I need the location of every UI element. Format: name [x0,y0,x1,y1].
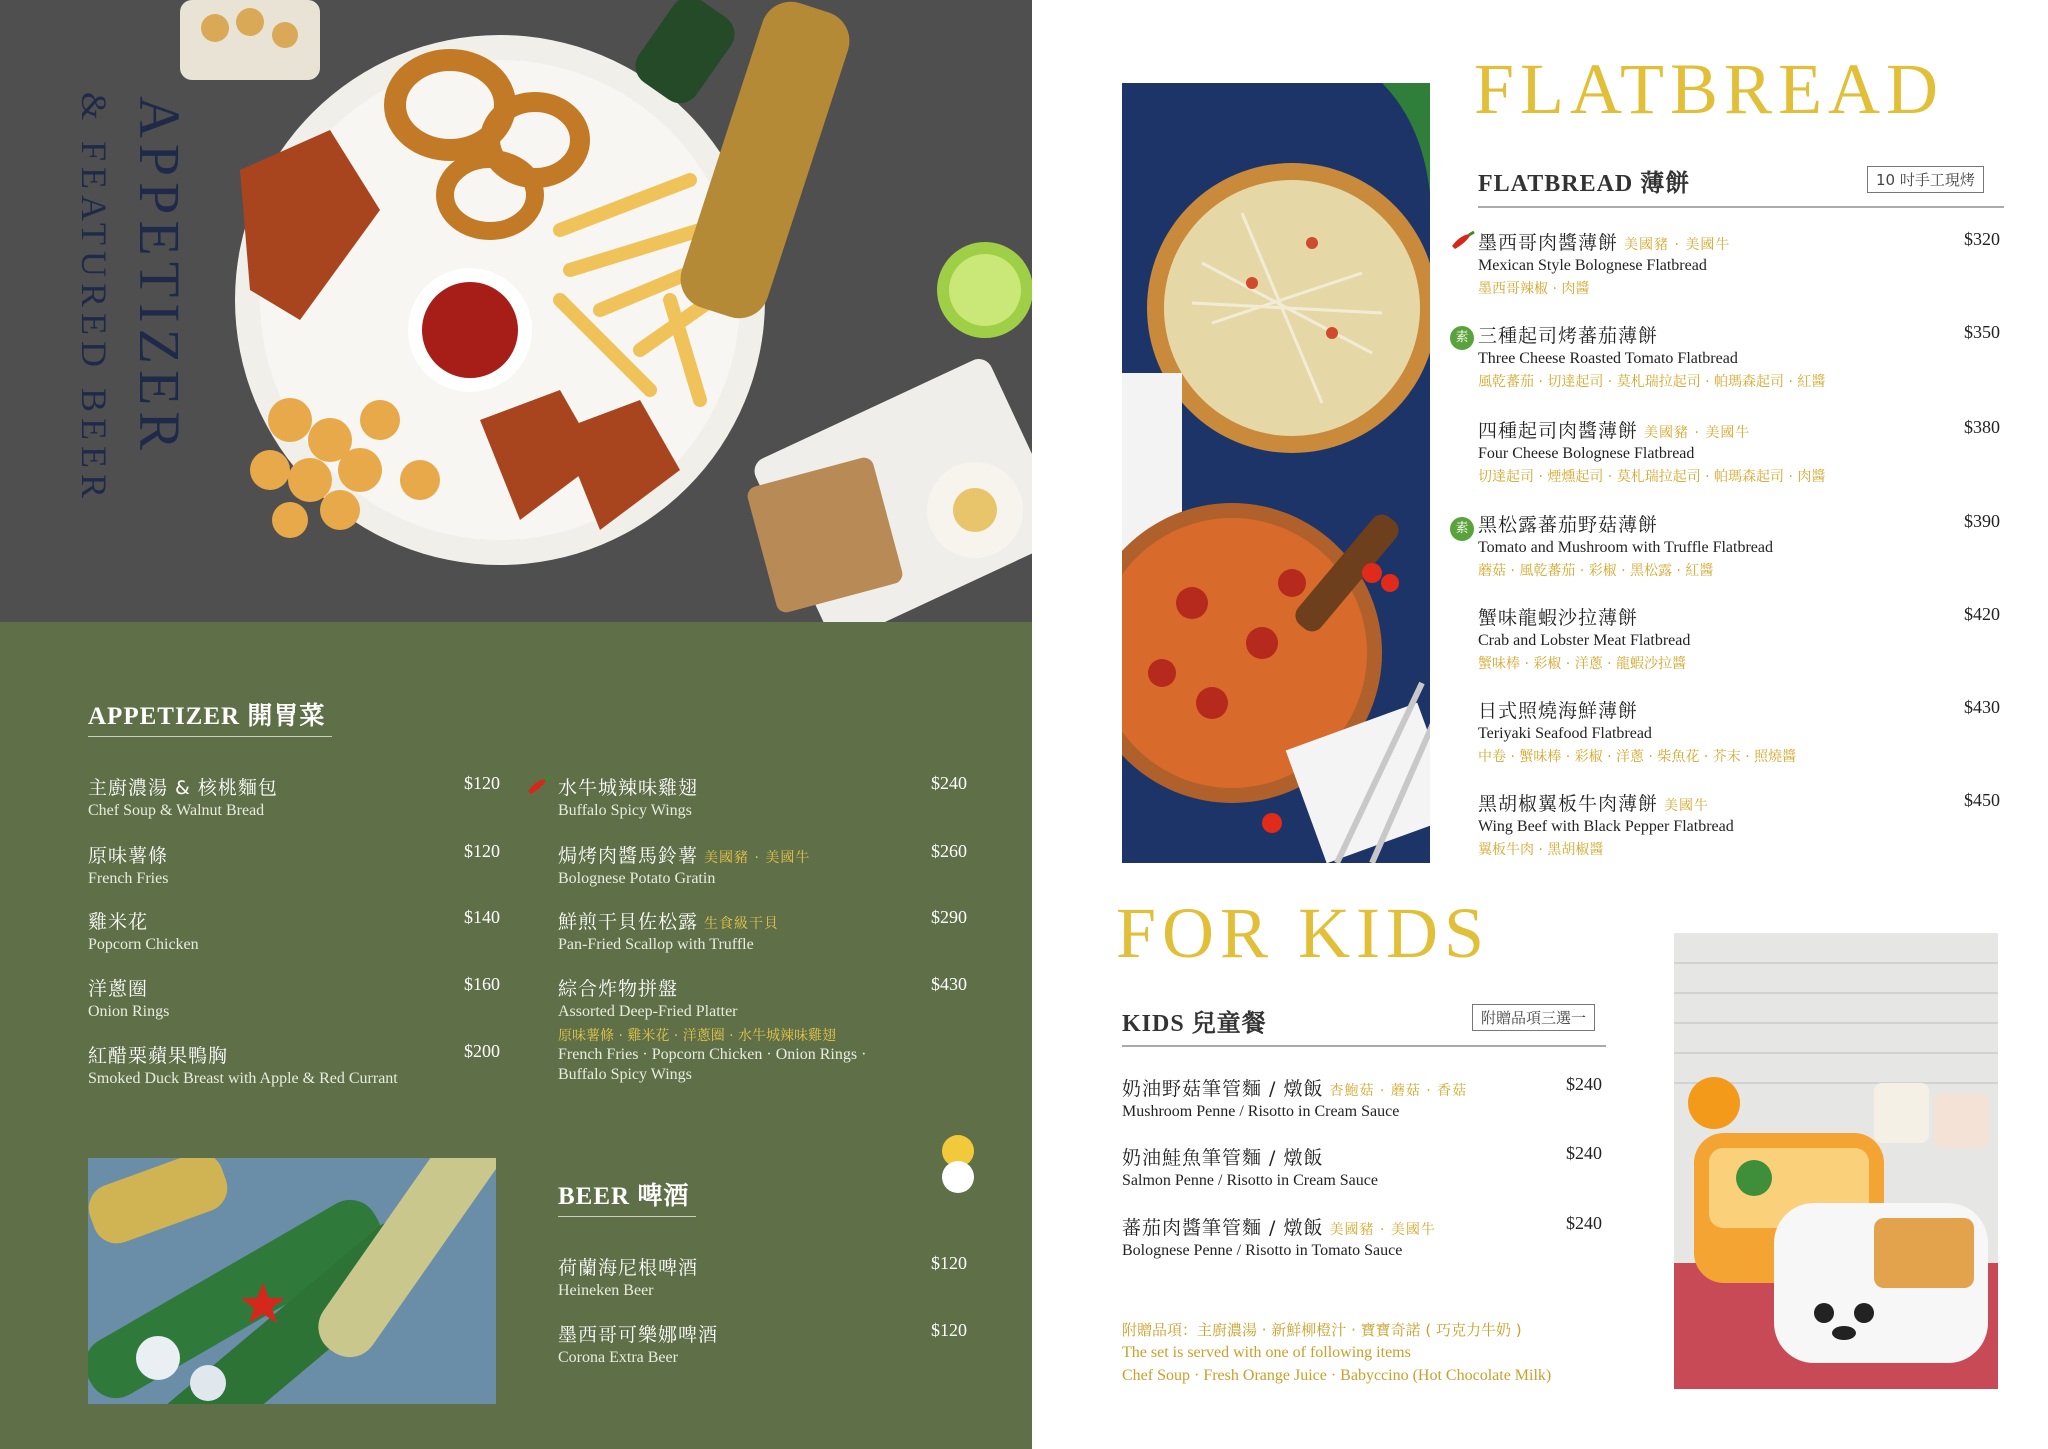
item-en: Mushroom Penne / Risotto in Cream Sauce [1122,1103,1400,1120]
item-zh: 日式照燒海鮮薄餅 [1478,700,1639,722]
menu-item [1122,1074,1467,1121]
kids-option-badge: 附贈品項三選一 [1472,1004,1595,1031]
menu-item [1478,228,1730,298]
item-en: Corona Extra Beer [558,1349,678,1366]
item-en-detail: French Fries · Popcorn Chicken · Onion Rings · [558,1046,867,1063]
item-price: $240 [1566,1074,1602,1094]
appetizer-section-title: APPETIZER 開胃菜 [88,703,326,730]
pizza-image [1122,83,1430,863]
flatbread-title-rule [1478,206,2004,208]
beer-title-rule [558,1216,696,1217]
item-zh: 蟹味龍蝦沙拉薄餅 [1478,607,1639,629]
menu-item [558,974,866,1085]
item-zh: 鮮煎干貝佐松露 [558,911,699,933]
item-note: 美國豬 · 美國牛 [1329,1222,1436,1238]
item-en: Three Cheese Roasted Tomato Flatbread [1478,350,1738,367]
item-sub: 翼板牛肉 · 黑胡椒醬 [1478,842,1604,858]
kids-set-note-en-items: Chef Soup · Fresh Orange Juice · Babyccino (Hot Chocolate Milk) [1122,1367,1552,1384]
item-sub: 切達起司 · 煙燻起司 · 莫札瑞拉起司 · 帕瑪森起司 · 肉醬 [1478,469,1826,485]
item-zh: 紅醋栗蘋果鴨胸 [88,1045,229,1067]
item-price: $420 [1964,604,2000,624]
item-zh: 雞米花 [88,911,149,933]
item-en: Pan-Fried Scallop with Truffle [558,936,754,953]
vertical-title-featured-beer: & FEATURED BEER [74,92,114,505]
item-sub: 原味薯條 · 雞米花 · 洋蔥圈 · 水牛城辣味雞翅 [558,1028,837,1044]
item-zh: 墨西哥肉醬薄餅 [1478,232,1619,254]
item-sub: 風乾蕃茄 · 切達起司 · 莫札瑞拉起司 · 帕瑪森起司 · 紅醬 [1478,374,1826,390]
item-en: French Fries [88,870,169,887]
kids-meal-image [1674,933,1998,1389]
item-en: Four Cheese Bolognese Flatbread [1478,445,1695,462]
item-en: Teriyaki Seafood Flatbread [1478,725,1652,742]
item-en: Buffalo Spicy Wings [558,802,692,819]
vegetarian-icon: 素 [1450,326,1474,350]
item-en: Tomato and Mushroom with Truffle Flatbread [1478,539,1774,556]
chili-icon [525,775,551,802]
item-en: Smoked Duck Breast with Apple & Red Currant [88,1070,398,1087]
item-price: $160 [464,974,500,994]
item-en: Mexican Style Bolognese Flatbread [1478,257,1707,274]
menu-item [1478,696,1796,766]
vertical-title-appetizer: APPETIZER [127,96,192,457]
vegetarian-icon: 素 [1450,517,1474,541]
item-en: Wing Beef with Black Pepper Flatbread [1478,818,1734,835]
item-price: $120 [931,1253,967,1273]
menu-item [1122,1213,1436,1260]
item-price: $240 [931,773,967,793]
item-price: $430 [931,974,967,994]
appetizer-title-rule [88,736,332,737]
menu-item [558,907,779,954]
item-zh: 三種起司烤蕃茄薄餅 [1478,325,1659,347]
item-price: $140 [464,907,500,927]
item-price: $200 [464,1041,500,1061]
beer-bottles-image [88,1158,496,1404]
item-price: $290 [931,907,967,927]
menu-item [558,1320,718,1367]
item-en: Bolognese Potato Gratin [558,870,716,887]
menu-item [1478,789,1734,859]
item-en: Salmon Penne / Risotto in Cream Sauce [1122,1172,1378,1189]
item-en: Popcorn Chicken [88,936,199,953]
item-price: $390 [1964,511,2000,531]
item-note: 杏鮑菇 · 蘑菇 · 香菇 [1329,1083,1468,1099]
item-note: 美國豬 · 美國牛 [1644,425,1751,441]
item-price: $380 [1964,417,2000,437]
item-zh: 墨西哥可樂娜啤酒 [558,1324,719,1346]
item-price: $450 [1964,790,2000,810]
menu-item [1122,1143,1378,1190]
beer-section-title: BEER 啤酒 [558,1183,690,1210]
item-zh: 蕃茄肉醬筆管麵 / 燉飯 [1122,1217,1324,1239]
item-zh: 四種起司肉醬薄餅 [1478,420,1639,442]
chili-icon [1449,230,1475,257]
item-note: 生食級干貝 [704,916,780,932]
kids-section-title: KIDS 兒童餐 [1122,1011,1267,1037]
item-en: Heineken Beer [558,1282,654,1299]
item-price: $350 [1964,322,2000,342]
item-price: $120 [931,1320,967,1340]
kids-title-rule [1122,1045,1606,1047]
item-zh: 焗烤肉醬馬鈴薯 [558,845,699,867]
item-price: $240 [1566,1143,1602,1163]
menu-item [558,841,810,888]
menu-item [88,773,278,820]
item-price: $120 [464,773,500,793]
item-note: 美國豬 · 美國牛 [1624,237,1731,253]
kids-set-note-en: The set is served with one of following items [1122,1344,1411,1361]
menu-item [88,974,169,1021]
item-en: Chef Soup & Walnut Bread [88,802,265,819]
item-sub: 蟹味棒 · 彩椒 · 洋蔥 · 龍蝦沙拉醬 [1478,656,1687,672]
menu-item [558,773,698,820]
item-sub: 中卷 · 蟹味棒 · 彩椒 · 洋蔥 · 柴魚花 · 芥末 · 照燒醬 [1478,749,1797,765]
item-price: $120 [464,841,500,861]
item-note: 美國豬 · 美國牛 [704,850,811,866]
kids-big-title: FOR KIDS [1116,893,1491,973]
item-zh: 水牛城辣味雞翅 [558,777,699,799]
kids-set-note-zh: 附贈品項：主廚濃湯 · 新鮮柳橙汁 · 寶寶奇諾 ( 巧克力牛奶 ) [1122,1321,1522,1339]
item-en: Bolognese Penne / Risotto in Tomato Sauce [1122,1242,1403,1259]
item-price: $430 [1964,697,2000,717]
decor-dots [940,1135,976,1200]
kids-meal-photo [1674,933,1998,1389]
menu-item [558,1253,698,1300]
item-price: $320 [1964,229,2000,249]
item-price: $240 [1566,1213,1602,1233]
menu-item [88,907,199,954]
item-zh: 主廚濃湯 & 核桃麵包 [88,777,278,799]
item-en: Crab and Lobster Meat Flatbread [1478,632,1691,649]
flatbread-size-badge: 10 吋手工現烤 [1867,166,1984,193]
item-zh: 奶油野菇筆管麵 / 燉飯 [1122,1078,1324,1100]
menu-item [1478,603,1690,673]
item-sub: 蘑菇 · 風乾蕃茄 · 彩椒 · 黑松露 · 紅醬 [1478,563,1714,579]
menu-item [1478,416,1825,486]
flatbread-photo [1122,83,1430,863]
menu-item [1478,510,1773,580]
right-page [1032,0,2048,1449]
item-zh: 黑松露蕃茄野菇薄餅 [1478,514,1659,536]
item-zh: 綜合炸物拼盤 [558,978,679,1000]
beer-photo [88,1158,496,1404]
item-en-detail: Buffalo Spicy Wings [558,1066,692,1083]
flatbread-section-title: FLATBREAD 薄餅 [1478,171,1691,197]
menu-item [1478,321,1825,391]
item-en: Assorted Deep-Fried Platter [558,1003,738,1020]
item-zh: 荷蘭海尼根啤酒 [558,1257,699,1279]
item-zh: 原味薯條 [88,845,169,867]
item-zh: 奶油鮭魚筆管麵 / 燉飯 [1122,1147,1324,1169]
item-sub: 墨西哥辣椒 · 肉醬 [1478,281,1590,297]
appetizer-photo [0,0,1032,622]
item-zh: 黑胡椒翼板牛肉薄餅 [1478,793,1659,815]
item-en: Onion Rings [88,1003,170,1020]
menu-item [88,841,168,888]
item-zh: 洋蔥圈 [88,978,149,1000]
item-price: $260 [931,841,967,861]
flatbread-big-title: FLATBREAD [1474,49,1945,129]
menu-item [88,1041,398,1088]
item-note: 美國牛 [1664,798,1710,814]
